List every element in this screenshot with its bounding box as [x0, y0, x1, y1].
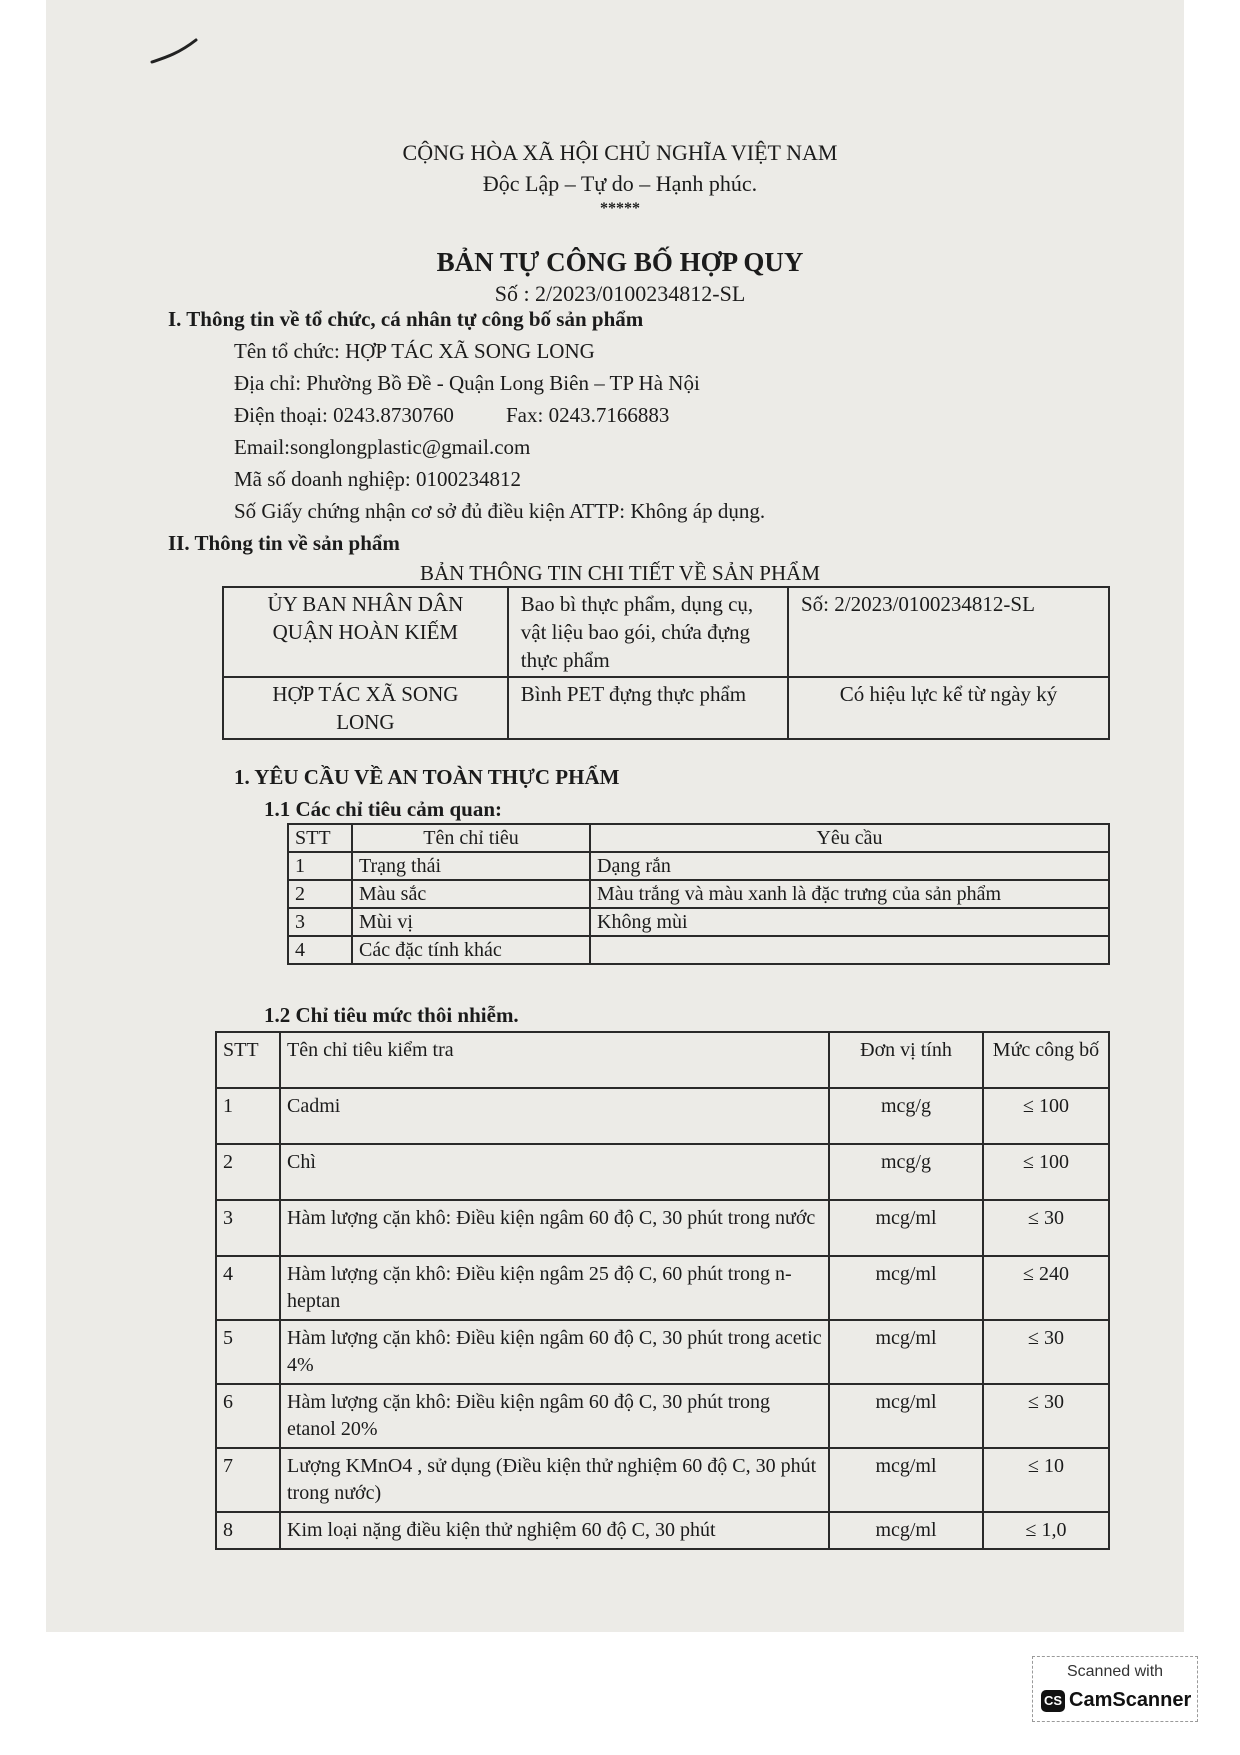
table-header-row	[216, 1032, 1109, 1088]
table-row	[223, 677, 1109, 739]
table-row	[216, 1448, 1109, 1512]
test-name: Hàm lượng cặn khô: Điều kiện ngâm 60 độ C, 30 phút trong etanol 20%	[280, 1384, 829, 1448]
row-index: 1	[216, 1088, 280, 1144]
test-name: Cadmi	[280, 1088, 829, 1144]
table-row	[216, 1512, 1109, 1549]
test-name: Hàm lượng cặn khô: Điều kiện ngâm 25 độ C, 60 phút trong n-heptan	[280, 1256, 829, 1320]
table-row	[288, 908, 1109, 936]
org-phone: Điện thoại: 0243.8730760	[234, 403, 454, 427]
test-name: Lượng KMnO4 , sử dụng (Điều kiện thử nghiệm 60 độ C, 30 phút trong nước)	[280, 1448, 829, 1512]
product-info-table	[222, 586, 1110, 740]
issuer-cell: ỦY BAN NHÂN DÂN QUẬN HOÀN KIẾM	[223, 587, 508, 677]
column-header: Mức công bố	[983, 1032, 1109, 1088]
row-index: 5	[216, 1320, 280, 1384]
row-index: 2	[216, 1144, 280, 1200]
test-unit: mcg/ml	[829, 1320, 983, 1384]
sensory-table	[287, 823, 1110, 965]
test-unit: mcg/ml	[829, 1448, 983, 1512]
test-unit: mcg/ml	[829, 1256, 983, 1320]
test-limit: ≤ 240	[983, 1256, 1109, 1320]
row-index: 2	[288, 880, 352, 908]
test-unit: mcg/g	[829, 1144, 983, 1200]
row-index: 1	[288, 852, 352, 880]
column-header: Tên chỉ tiêu	[352, 824, 590, 852]
national-motto: Độc Lập – Tự do – Hạnh phúc.	[482, 171, 758, 196]
table-header-row	[288, 824, 1109, 852]
validity-cell: Có hiệu lực kể từ ngày ký	[788, 677, 1109, 739]
org-tax-code: Mã số doanh nghiệp: 0100234812	[234, 467, 521, 491]
test-limit: ≤ 100	[983, 1144, 1109, 1200]
table-row	[288, 880, 1109, 908]
watermark-brand: CamScanner	[1069, 1689, 1192, 1711]
test-name: Hàm lượng cặn khô: Điều kiện ngâm 60 độ C, 30 phút trong nước	[280, 1200, 829, 1256]
table-row	[216, 1256, 1109, 1320]
org-address: Địa chỉ: Phường Bồ Đề - Quận Long Biên – TP Hà Nội	[234, 371, 700, 395]
test-unit: mcg/ml	[829, 1200, 983, 1256]
product-name-cell: Bình PET đựng thực phẩm	[508, 677, 788, 739]
criterion-name: Trạng thái	[352, 852, 590, 880]
row-index: 4	[288, 936, 352, 964]
table-row	[288, 852, 1109, 880]
test-limit: ≤ 100	[983, 1088, 1109, 1144]
product-sheet-title: BẢN THÔNG TIN CHI TIẾT VỀ SẢN PHẨM	[420, 561, 820, 585]
table-row	[216, 1384, 1109, 1448]
column-header: Tên chỉ tiêu kiểm tra	[280, 1032, 829, 1088]
section-1-heading: I. Thông tin về tổ chức, cá nhân tự công bố sản phẩm	[168, 307, 644, 331]
stars-divider: *****	[600, 200, 640, 217]
migration-heading: 1.2 Chỉ tiêu mức thôi nhiễm.	[264, 1003, 519, 1027]
test-limit: ≤ 1,0	[983, 1512, 1109, 1549]
document-title: BẢN TỰ CÔNG BỐ HỢP QUY	[436, 247, 804, 277]
table-row	[223, 587, 1109, 677]
org-fax: Fax: 0243.7166883	[506, 403, 670, 427]
column-header: STT	[216, 1032, 280, 1088]
criterion-name: Màu sắc	[352, 880, 590, 908]
row-index: 4	[216, 1256, 280, 1320]
product-category-cell: Bao bì thực phẩm, dụng cụ, vật liệu bao gói, chứa đựng thực phẩm	[508, 587, 788, 677]
test-name: Hàm lượng cặn khô: Điều kiện ngâm 60 độ C, 30 phút trong acetic 4%	[280, 1320, 829, 1384]
table-row	[216, 1320, 1109, 1384]
column-header: Đơn vị tính	[829, 1032, 983, 1088]
test-name: Chì	[280, 1144, 829, 1200]
section-2-heading: II. Thông tin về sản phẩm	[168, 531, 400, 555]
pen-mark-icon	[150, 36, 200, 66]
table-row	[288, 936, 1109, 964]
camscanner-logo-icon: CS	[1041, 1690, 1065, 1712]
test-limit: ≤ 30	[983, 1320, 1109, 1384]
table-row	[216, 1200, 1109, 1256]
test-limit: ≤ 30	[983, 1384, 1109, 1448]
column-header: Yêu cầu	[590, 824, 1109, 852]
test-limit: ≤ 30	[983, 1200, 1109, 1256]
criterion-name: Các đặc tính khác	[352, 936, 590, 964]
sensory-heading: 1.1 Các chỉ tiêu cảm quan:	[264, 797, 502, 821]
watermark-caption: Scanned with	[1066, 1663, 1164, 1680]
cooperative-cell: HỢP TÁC XÃ SONG LONG	[223, 677, 508, 739]
criterion-requirement	[590, 936, 1109, 964]
criterion-name: Mùi vị	[352, 908, 590, 936]
test-unit: mcg/ml	[829, 1512, 983, 1549]
row-index: 7	[216, 1448, 280, 1512]
row-index: 8	[216, 1512, 280, 1549]
row-index: 3	[216, 1200, 280, 1256]
test-limit: ≤ 10	[983, 1448, 1109, 1512]
column-header: STT	[288, 824, 352, 852]
org-certificate: Số Giấy chứng nhận cơ sở đủ điều kiện ATTP: Không áp dụng.	[234, 499, 766, 523]
table-row	[216, 1144, 1109, 1200]
criterion-requirement: Dạng rắn	[590, 852, 1109, 880]
food-safety-heading: 1. YÊU CẦU VỀ AN TOÀN THỰC PHẨM	[234, 765, 620, 789]
criterion-requirement: Màu trắng và màu xanh là đặc trưng của sản phẩm	[590, 880, 1109, 908]
test-unit: mcg/ml	[829, 1384, 983, 1448]
criterion-requirement: Không mùi	[590, 908, 1109, 936]
org-name: Tên tổ chức: HỢP TÁC XÃ SONG LONG	[234, 339, 595, 363]
document-number-cell: Số: 2/2023/0100234812-SL	[788, 587, 1109, 677]
test-unit: mcg/g	[829, 1088, 983, 1144]
test-name: Kim loại nặng điều kiện thử nghiệm 60 độ C, 30 phút	[280, 1512, 829, 1549]
org-email: Email:songlongplastic@gmail.com	[234, 435, 531, 459]
row-index: 3	[288, 908, 352, 936]
migration-table	[215, 1031, 1110, 1550]
nation-title: CỘNG HÒA XÃ HỘI CHỦ NGHĨA VIỆT NAM	[402, 140, 838, 165]
row-index: 6	[216, 1384, 280, 1448]
camscanner-watermark	[1032, 1656, 1198, 1722]
table-row	[216, 1088, 1109, 1144]
document-number: Số : 2/2023/0100234812-SL	[494, 281, 746, 306]
